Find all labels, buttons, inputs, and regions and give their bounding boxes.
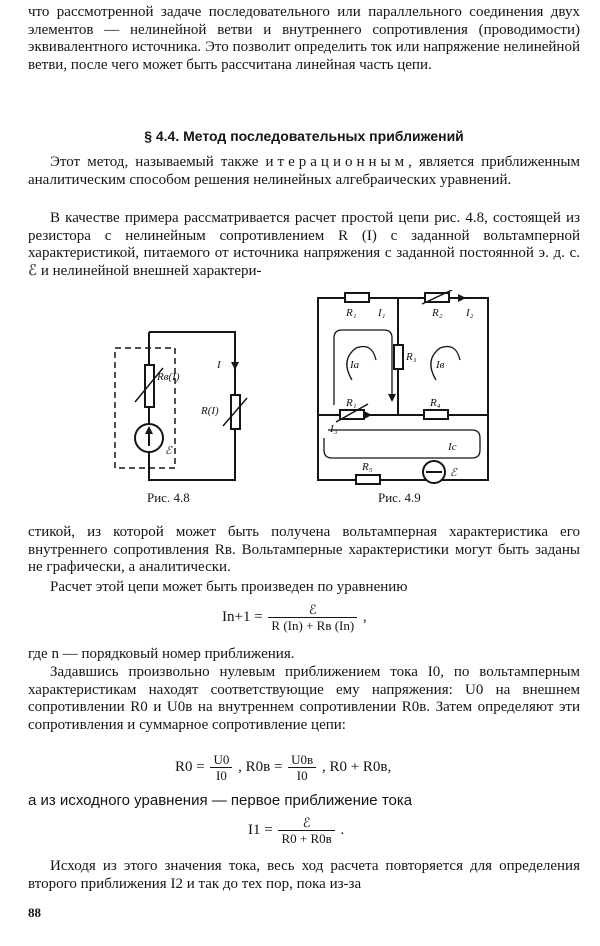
- paragraph-intro: что рассмотренной задаче последовательного или параллельного соединения двух элементов — нелинейной ветви и внутреннего сопротивления (проводимости) эквивалентного источника. Это позволит определить ток или напряжение нелинейной ветви, после чего может быть рассчитана линейная часть цепи.: [28, 4, 580, 73]
- paragraph-zero-approx: Задавшись произвольно нулевым приближением тока I0, по вольтамперным характеристикам находят соответствующие ему напряжения: U0 на внешнем сопротивлении R0 и U0в на внутреннем сопротивлении R0в. Затем определяют эти сопротивления и суммарное сопротивление цепи:: [28, 664, 580, 733]
- fraction: [278, 815, 334, 846]
- paragraph-equation-intro: Расчет этой цепи может быть произведен по уравнению: [50, 579, 408, 595]
- label-r1: R₁: [346, 307, 357, 319]
- spaced-term: итерационным: [265, 154, 409, 170]
- equation-first-approx: [248, 815, 344, 846]
- eq-lhs: I1 =: [248, 821, 273, 838]
- equation-iteration: [222, 602, 367, 633]
- equation-resistances: [175, 752, 391, 783]
- label-e: ℰ: [165, 445, 172, 457]
- text: , является приближенным аналитическим способом решения нелинейных алгебраических уравнений.: [28, 154, 580, 188]
- label-e: ℰ: [450, 467, 457, 479]
- eq-end: .: [340, 821, 345, 838]
- label-r6: R₅: [362, 461, 373, 473]
- page-number: 88: [28, 905, 41, 920]
- numerator: U0в: [288, 752, 316, 768]
- numerator: ℰ: [278, 815, 334, 831]
- arrow: [458, 294, 466, 302]
- eq-lhs: In+1 =: [222, 608, 263, 625]
- label-i: I: [217, 359, 221, 371]
- fraction: [210, 752, 232, 783]
- denominator: I0: [215, 768, 227, 783]
- caption-fig-4-9: Рис. 4.9: [378, 490, 421, 505]
- label-r2: R₂: [432, 307, 443, 319]
- denominator: I0: [296, 768, 308, 783]
- label-i1: I₁: [378, 307, 386, 319]
- arrow: [388, 394, 396, 402]
- eq-r0v: , R0в =: [238, 758, 283, 775]
- paragraph-iteration: Исходя из этого значения тока, весь ход расчета повторяется для определения второго приближения I2 и так до тех пор, пока из-за: [28, 858, 580, 892]
- label-r5: R₄: [430, 397, 441, 409]
- paragraph-example: В качестве примера рассматривается расчет простой цепи рис. 4.8, состоящей из резистора с нелинейным сопротивлением R (I) с заданной вольтамперной характеристикой, питаемого от источника напряжения с заданной постоянной э. д. с. ℰ и нелинейной внешней характери-: [28, 210, 580, 279]
- denominator: R (In) + Rв (In): [271, 618, 355, 633]
- label-r4: R₁: [346, 397, 357, 409]
- paragraph-first-approx: а из исходного уравнения — первое приближение тока: [28, 792, 413, 809]
- eq-r0: R0 =: [175, 758, 205, 775]
- fraction: [268, 602, 357, 633]
- label-ia: Iа: [350, 359, 360, 371]
- label-rv: Rв(I): [157, 371, 180, 383]
- paragraph-method: [28, 154, 580, 189]
- label-i3: I₃: [330, 423, 338, 435]
- arrow: [364, 411, 372, 419]
- paragraph-where: где n — порядковый номер приближения.: [28, 646, 295, 662]
- figure-4-9: [312, 290, 494, 485]
- label-r3: R₃: [406, 351, 417, 363]
- label-i2: I₂: [466, 307, 474, 319]
- caption-fig-4-8: Рис. 4.8: [147, 490, 190, 505]
- eq-end: ,: [362, 608, 367, 625]
- fraction: [288, 752, 316, 783]
- section-heading: § 4.4. Метод последовательных приближений: [144, 128, 464, 144]
- label-r: R(I): [201, 405, 219, 417]
- numerator: ℰ: [268, 602, 357, 618]
- text: Этот метод, называемый также: [50, 154, 266, 170]
- paragraph-characteristic: стикой, из которой может быть получена вольтамперная характеристика его внутреннего сопротивления Rв. Вольтамперные характеристики могут быть заданы не графически, а аналитически.: [28, 524, 580, 575]
- numerator: U0: [210, 752, 232, 768]
- label-ib: Iв: [436, 359, 445, 371]
- label-ic: Iс: [448, 441, 457, 453]
- figure-4-8: [105, 310, 255, 500]
- denominator: R0 + R0в: [281, 831, 332, 846]
- eq-sum: , R0 + R0в,: [321, 758, 392, 775]
